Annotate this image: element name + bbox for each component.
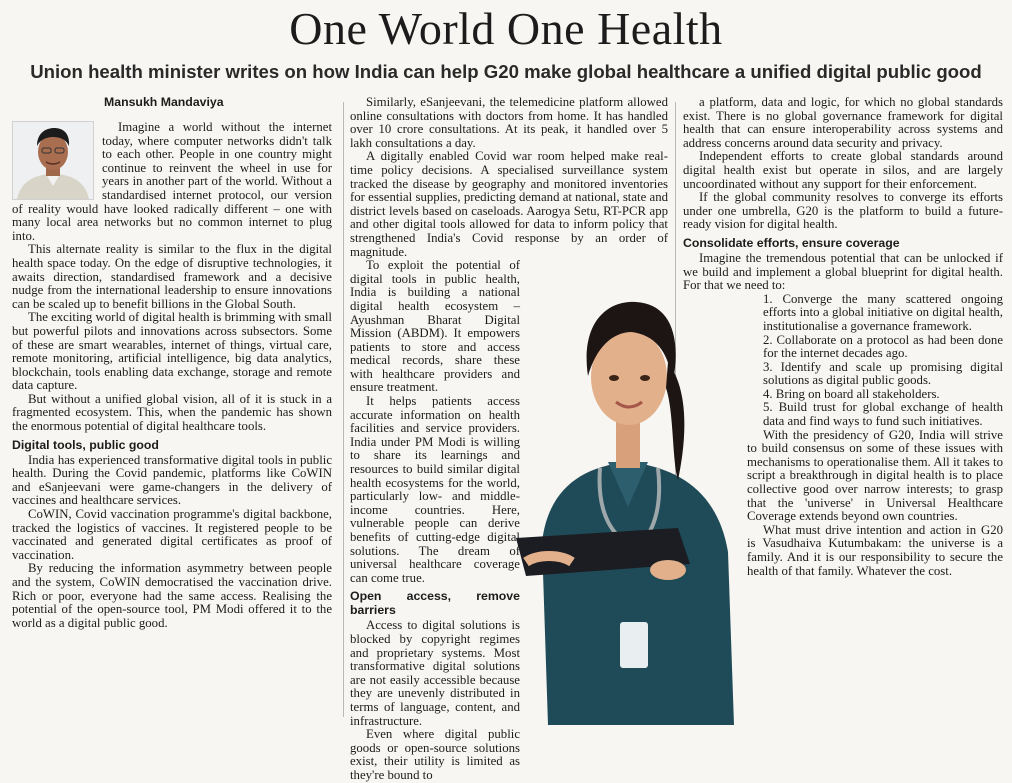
section-subhead: Consolidate efforts, ensure coverage [683,235,900,250]
list-item: 4. Bring on board all stakeholders. [763,386,940,401]
paragraph: Independent efforts to create global standards around digital health exist but operate in silos, and are largely uncoordinated without any support for their enforcement. [683,149,1003,191]
paragraph: India has experienced transformative digital tools in public health. During the Covid pandemic, platforms like CoWIN and eSanjeevani were game-changers in the delivery of vaccines and healthcare services. [12,452,332,508]
paragraph: By reducing the information asymmetry between people and the system, CoWIN democratised the vaccination drive. Rich or poor, everyone had the same access. Realising the potential of the open-source tool, PM Modi offered it to the world as a digital public good. [12,561,332,630]
paragraph: But without a unified global vision, all of it is stuck in a fragmented ecosystem. This, when the pandemic has shown the enormous potential of digital healthcare tools. [12,391,332,434]
subheadline: Union health minister writes on how India can help G20 make global healthcare a unified digital public good [30,61,982,82]
paragraph: What must drive intention and action in G20 is Vasudhaiva Kutumbakam: the universe is a family. And it is our responsibility to secure the health of that family. Whatever the cost. [747,522,1003,578]
paragraph: A digitally enabled Covid war room helped make real-time policy decisions. A specialised surveillance system tracked the disease by geography and monitored inventories for essential supplies, predicting demand at national, state and district levels based on caseloads. Aarogya Setu, RT-PCR app and other digital tools allowed for data to inform policy that strengthened India's Covid response by an order of magnitude. [350,149,668,259]
section-subhead: Digital tools, public good [12,437,159,452]
paragraph: Even where digital public goods or open-source solutions exist, their utility is limited as they're bound to [350,727,520,782]
list-item: 3. Identify and scale up promising digital solutions as digital public goods. [763,359,1003,388]
doctor-with-tablet-photo [508,292,748,725]
paragraph: The exciting world of digital health is brimming with small but powerful pilots and innovations across subsectors. Some of these are smart wearables, internet of things, virtual care, remote monitoring, artificial intelligence, big data analytics, blockchain, tools enabling data exchange, storage and remote data capture. [12,310,332,393]
column-1 [12,96,332,630]
paragraph: This alternate reality is similar to the flux in the digital health space today. On the edge of disruptive technologies, it awaits direction, standardised framework and a decisive nudge from the international leadership to ensure innovations can be scaled up to benefit billions in the Global South. [12,242,332,311]
list-item: 5. Build trust for global exchange of health data and find ways to fund such initiatives. [763,400,1003,429]
column-rule [343,102,344,717]
section-subhead: Open access, remove barriers [350,589,520,618]
list-item: 1. Converge the many scattered ongoing efforts into a global initiative on digital health, institutionalise a governance framework. [763,291,1003,333]
author-portrait-image [13,122,93,199]
action-list [747,293,1003,429]
paragraph: To exploit the potential of digital tools in public health, India is building a national digital health ecosystem – Ayushman Bharat Digital Mission (ABDM). It empowers patients to store and access medical records, share these with healthcare providers and ensure treatment. [350,258,520,395]
paragraph: CoWIN, Covid vaccination programme's digital backbone, tracked the logistics of vaccines. It registered people to be vaccinated and generated digital certificates as proof of vaccination. [12,507,332,562]
author-portrait [12,121,94,200]
doctor-figure [542,302,734,725]
paragraph: It helps patients access accurate information on health facilities and service providers. India under PM Modi is willing to share its learnings and resources to build similar digital health ecosystems for the world, particularly low- and middle-income countries. Here, vulnerable people can derive benefits of cutting-edge digital solutions. The dream of universal healthcare coverage can come true. [350,394,520,585]
paragraph: Imagine a world without the internet today, where computer networks didn't talk to each other. People in one country might continue to reinvent the wheel in use for years in another part of the world. Without a standardised internet protocol, our version of reality would have looked radically different – one with many local area networks but no common internet to plug into. [12,120,332,243]
list-item: 2. Collaborate on a protocol as had been done for the internet decades ago. [763,332,1003,361]
paragraph: a platform, data and logic, for which no global standards exist. There is no global governance framework for digital health that can ensure interoperability across systems and address concerns around data security and privacy. [683,95,1003,150]
paragraph: With the presidency of G20, India will strive to build consensus on some of these issues with mechanisms to operationalise them. All it takes to script a breakthrough in digital health is to place collective good over narrow interests; to grasp that the 'universe' in Universal Healthcare Coverage extends beyond own countries. [747,427,1003,524]
paragraph: Access to digital solutions is blocked by copyright regimes and proprietary systems. Most transformative digital solutions are not easily accessible because they are unevenly distributed in terms of language, content, and infrastructure. [350,618,520,728]
paragraph: Similarly, eSanjeevani, the telemedicine platform allowed online consultations with doctors from home. It has handled over 10 crore consultations. At its peak, it handled over 5 lakh consultations a day. [350,95,668,150]
paragraph: Imagine the tremendous potential that can be unlocked if we build and implement a global blueprint for digital health. For that we need to: [683,250,1003,293]
headline: One World One Health [289,3,723,54]
paragraph: If the global community resolves to converge its efforts under one umbrella, G20 is the platform to build a future-ready vision for digital health. [683,190,1003,232]
author-byline: Mansukh Mandaviya [104,95,224,109]
